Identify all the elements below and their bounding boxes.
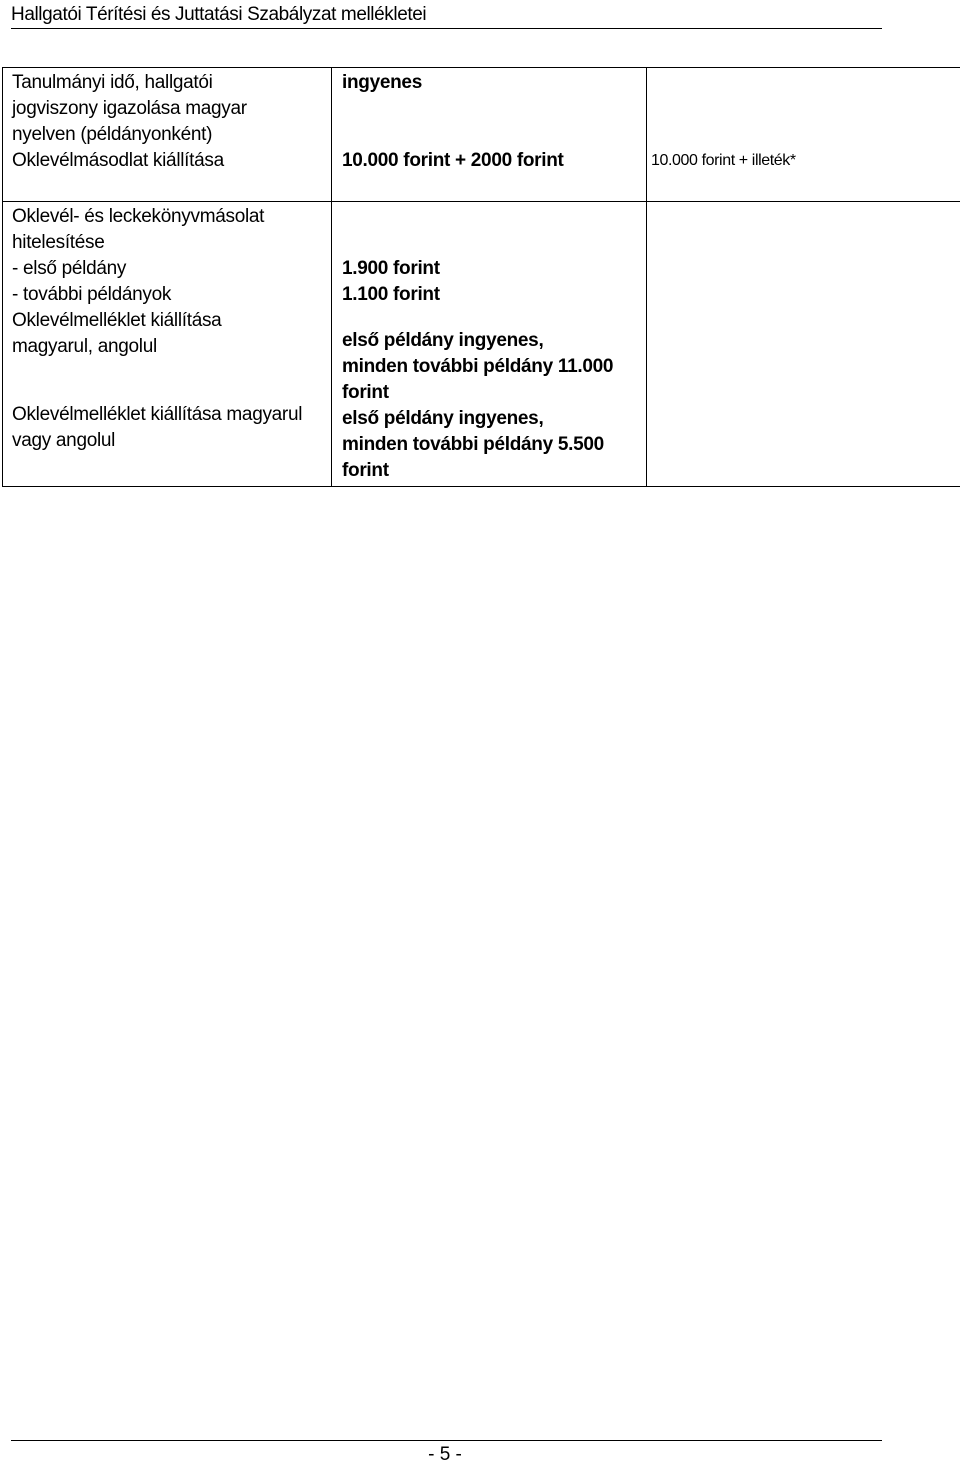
fee-text: minden további példány 11.000: [342, 354, 646, 380]
footer-divider: [11, 1440, 882, 1441]
fee-text: 1.900 forint: [342, 256, 646, 282]
fee-text: minden további példány 5.500: [342, 432, 646, 458]
fee-cell: [332, 202, 647, 487]
fee-text: első példány ingyenes,: [342, 328, 646, 354]
empty-cell: [647, 202, 960, 487]
fee-text: ingyenes: [342, 70, 646, 96]
service-text: Tanulmányi idő, hallgatói: [12, 70, 331, 96]
fee-text: [342, 96, 646, 122]
fee-text: [342, 308, 646, 328]
fee-note: 10.000 forint + illeték*: [651, 148, 796, 174]
service-text: Oklevél- és leckekönyvmásolat: [12, 204, 331, 230]
fee-text: forint: [342, 458, 646, 484]
page-number: - 5 -: [0, 1444, 890, 1466]
service-text: nyelven (példányonként): [12, 122, 331, 148]
service-text: Oklevélmásodlat kiállítása: [12, 148, 331, 174]
service-cell: [3, 68, 332, 202]
service-cell: [3, 202, 332, 487]
table-row: [3, 202, 960, 487]
table-row: [3, 68, 960, 202]
fee-text: 10.000 forint + 2000 forint: [342, 148, 646, 174]
fee-text: forint: [342, 380, 646, 406]
header-title: Hallgatói Térítési és Juttatási Szabályzat mellékletei: [11, 4, 426, 25]
fee-text: [342, 230, 646, 256]
fee-table: [2, 67, 960, 487]
service-text: Oklevélmelléklet kiállítása: [12, 308, 331, 334]
service-text: - első példány: [12, 256, 331, 282]
fee-text: első példány ingyenes,: [342, 406, 646, 432]
service-text: - további példányok: [12, 282, 331, 308]
fee-text: [342, 122, 646, 148]
fee-text: 1.100 forint: [342, 282, 646, 308]
service-text: vagy angolul: [12, 428, 331, 454]
service-text: [12, 386, 331, 402]
service-text: magyarul, angolul: [12, 334, 331, 360]
document-header: [11, 4, 882, 29]
service-text: hitelesítése: [12, 230, 331, 256]
service-text: Oklevélmelléklet kiállítása magyarul: [12, 402, 331, 428]
empty-cell: [647, 68, 960, 202]
fee-cell: [332, 68, 647, 202]
service-text: jogviszony igazolása magyar: [12, 96, 331, 122]
fee-text: [342, 204, 646, 230]
service-text: [12, 360, 331, 386]
